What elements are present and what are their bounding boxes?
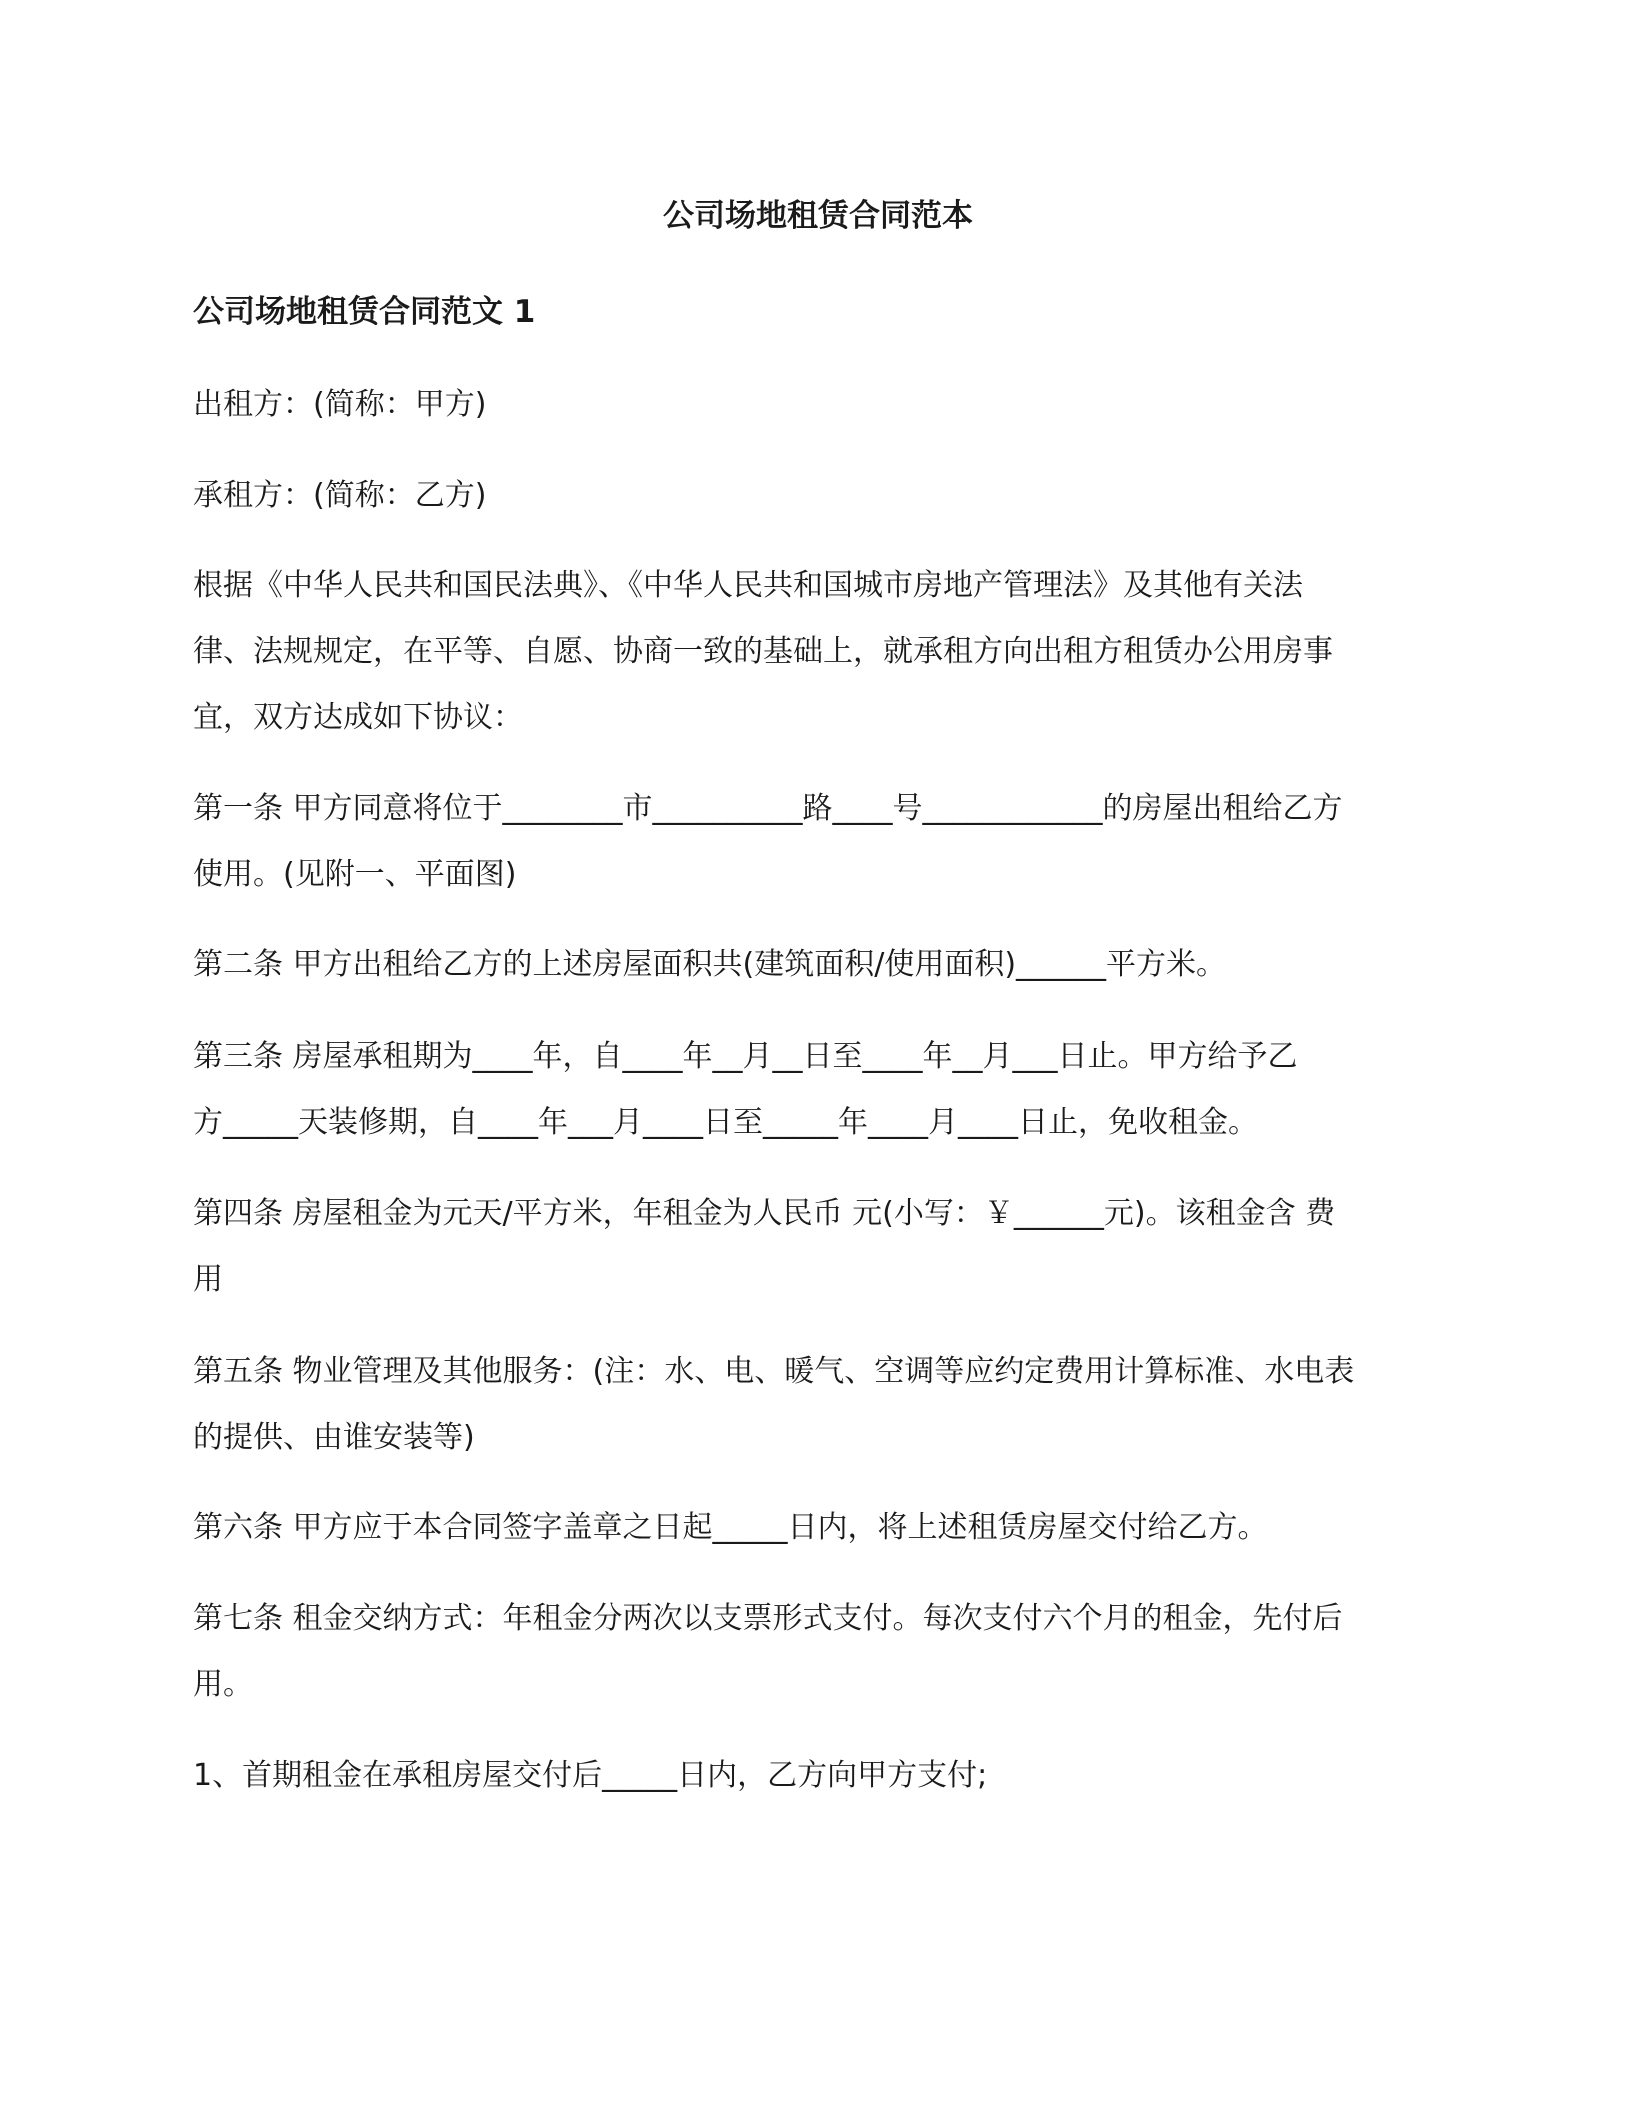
- paragraph-line: 出租方：(简称：甲方): [193, 387, 487, 422]
- paragraph-line: 方_____天装修期，自____年___月____日至_____年____月____日止，免收租金。: [193, 1105, 1258, 1140]
- paragraph-article-6: [193, 1495, 1443, 1561]
- paragraph-line: 1、首期租金在承租房屋交付后_____日内，乙方向甲方支付;: [193, 1758, 988, 1793]
- paragraph-line: 第一条 甲方同意将位于________市__________路____号____________的房屋出租给乙方: [193, 791, 1343, 826]
- paragraph-article-3: [193, 1024, 1443, 1156]
- section-title: 公司场地租赁合同范文 1: [193, 294, 536, 330]
- paragraph-line: 第六条 甲方应于本合同签字盖章之日起_____日内，将上述租赁房屋交付给乙方。: [193, 1510, 1268, 1545]
- paragraph-line: 根据《中华人民共和国民法典》、《中华人民共和国城市房地产管理法》及其他有关法: [193, 568, 1303, 603]
- paragraph-preamble: [193, 553, 1443, 751]
- paragraph-article-2: [193, 932, 1443, 998]
- paragraph-line: 用。: [193, 1667, 253, 1702]
- paragraph-line: 第五条 物业管理及其他服务：(注：水、电、暖气、空调等应约定费用计算标准、水电表: [193, 1354, 1355, 1389]
- paragraph-article-5: [193, 1339, 1443, 1471]
- paragraph-line: 第四条 房屋租金为元天/平方米，年租金为人民币 元(小写：￥______元)。该租金含 费: [193, 1196, 1336, 1231]
- paragraph-line: 律、法规规定，在平等、自愿、协商一致的基础上，就承租方向出租方租赁办公用房事: [193, 634, 1333, 669]
- paragraph-article-1: [193, 776, 1443, 908]
- paragraph-article-4: [193, 1181, 1443, 1313]
- paragraph-item-1: [193, 1743, 1443, 1809]
- paragraph-line: 的提供、由谁安装等): [193, 1420, 475, 1455]
- paragraph-line: 第三条 房屋承租期为____年，自____年__月__日至____年__月___日止。甲方给予乙: [193, 1039, 1298, 1074]
- paragraph-line: 使用。(见附一、平面图): [193, 857, 517, 892]
- paragraph-line: 宜，双方达成如下协议：: [193, 700, 523, 735]
- paragraph-article-7: [193, 1586, 1443, 1718]
- paragraph-lessor: [193, 372, 1443, 438]
- paragraph-line: 用: [193, 1262, 223, 1297]
- document-title: 公司场地租赁合同范本: [663, 198, 973, 234]
- paragraph-line: 第七条 租金交纳方式：年租金分两次以支票形式支付。每次支付六个月的租金，先付后: [193, 1601, 1343, 1636]
- paragraph-line: 第二条 甲方出租给乙方的上述房屋面积共(建筑面积/使用面积)______平方米。: [193, 947, 1227, 982]
- paragraph-lessee: [193, 463, 1443, 529]
- paragraph-line: 承租方：(简称：乙方): [193, 478, 487, 513]
